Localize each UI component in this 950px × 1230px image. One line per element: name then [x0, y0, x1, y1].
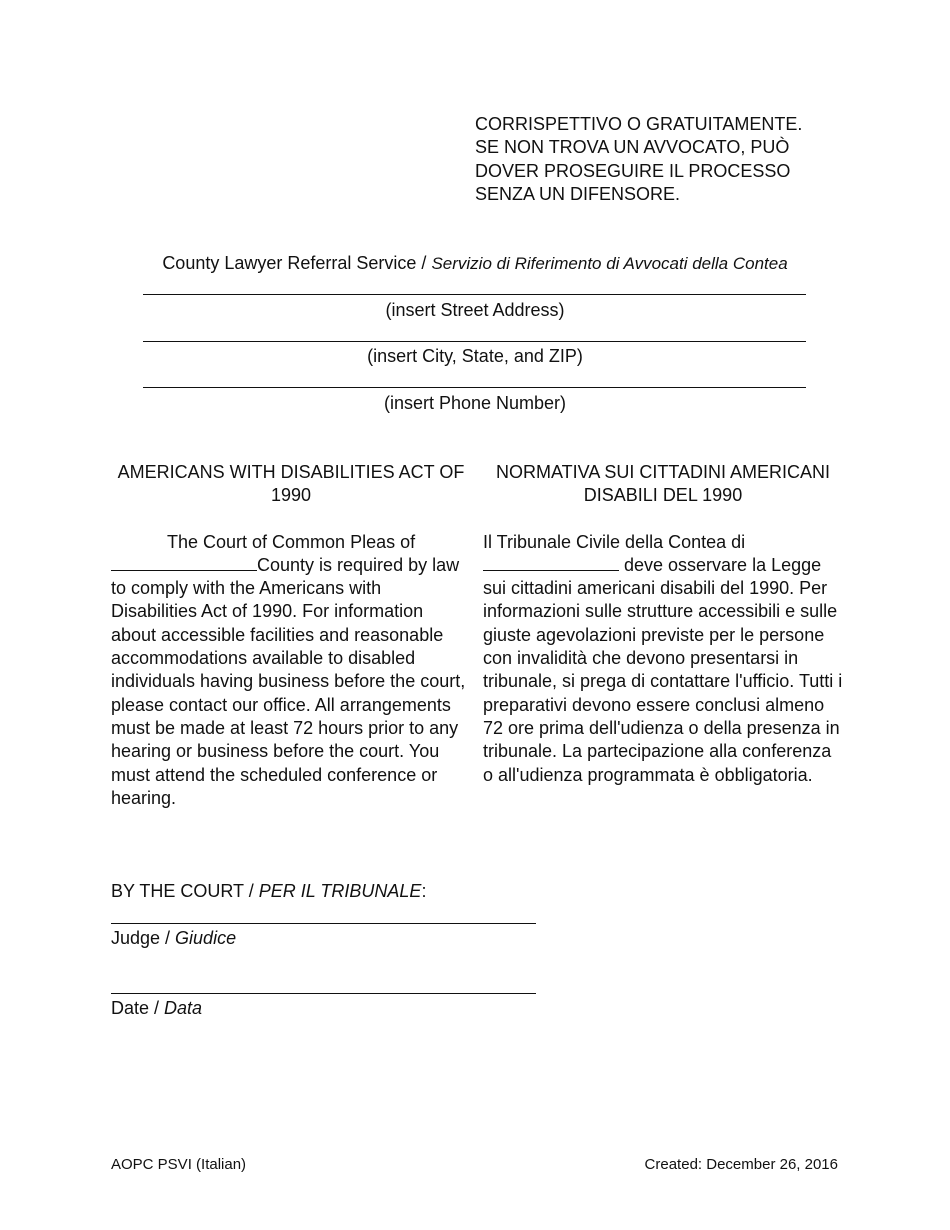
city-state-zip-rule [143, 341, 806, 342]
judge-signature-line [111, 923, 536, 924]
referral-title-en: County Lawyer Referral Service [162, 253, 417, 273]
by-the-court-it: PER IL TRIBUNALE [258, 881, 422, 901]
date-signature-line [111, 993, 536, 994]
ada-english-section [111, 461, 471, 810]
phone-number-rule [143, 387, 806, 388]
referral-title-separator: / [416, 253, 432, 273]
ada-english-body [111, 531, 471, 811]
date-label-it: Data [164, 998, 203, 1018]
ada-english-heading: AMERICANS WITH DISABILITIES ACT OF 1990 [117, 462, 465, 506]
ada-italian-text: deve osservare la Legge sui cittadini americani disabili del 1990. Per informazioni sulle strutture accessibili e sulle giuste agevolazioni previste per le persone con invalidità che devono presentarsi in tribunale, si prega di contattare l'ufficio. Tutti i preparativi devono essere conclusi almeno 72 ore prima dell'udienza o della presenza in tribunale. La partecipazione alla conferenza o all'udienza programmata è obbligatoria. [483, 554, 843, 785]
referral-title-it: Servizio di Riferimento di Avvocati della Contea [431, 254, 788, 273]
city-state-zip-placeholder: (insert City, State, and ZIP) [367, 346, 583, 366]
by-the-court-colon: : [421, 881, 427, 901]
ada-italian-section [483, 461, 843, 787]
judge-label [111, 927, 236, 950]
county-name-blank [111, 555, 257, 571]
judge-label-en: Judge / [111, 928, 176, 948]
date-label-en: Date / [111, 998, 165, 1018]
street-address-placeholder: (insert Street Address) [385, 300, 565, 320]
ada-italian-heading: NORMATIVA SUI CITTADINI AMERICANI DISABILI DEL 1990 [495, 462, 831, 506]
by-the-court-en: BY THE COURT / [111, 881, 259, 901]
contea-name-blank [483, 555, 619, 571]
referral-service-title [0, 252, 950, 275]
street-address-rule [143, 294, 806, 295]
date-label [111, 997, 202, 1020]
footer-created-date: Created: December 26, 2016 [644, 1156, 838, 1173]
phone-number-placeholder: (insert Phone Number) [383, 393, 567, 413]
ada-italian-line1: Il Tribunale Civile della Contea di [483, 531, 746, 552]
footer-form-id: AOPC PSVI (Italian) [111, 1156, 247, 1173]
by-the-court-label [111, 880, 426, 903]
judge-label-it: Giudice [175, 928, 237, 948]
ada-english-line1: The Court of Common Pleas of [167, 531, 416, 552]
top-notice: CORRISPETTIVO O GRATUITAMENTE. SE NON TROVA UN AVVOCATO, PUÒ DOVER PROSEGUIRE IL PROCESSO SENZA UN DIFENSORE. [475, 114, 803, 204]
ada-english-text: County is required by law to comply with the Americans with Disabilities Act of 1990. For information about accessible facilities and reasonable accommodations available to disabled individuals having business before the court, please contact our office. All arrangements must be made at least 72 hours prior to any hearing or business before the court. You must attend the scheduled conference or hearing. [111, 554, 466, 808]
ada-italian-body [483, 531, 843, 787]
